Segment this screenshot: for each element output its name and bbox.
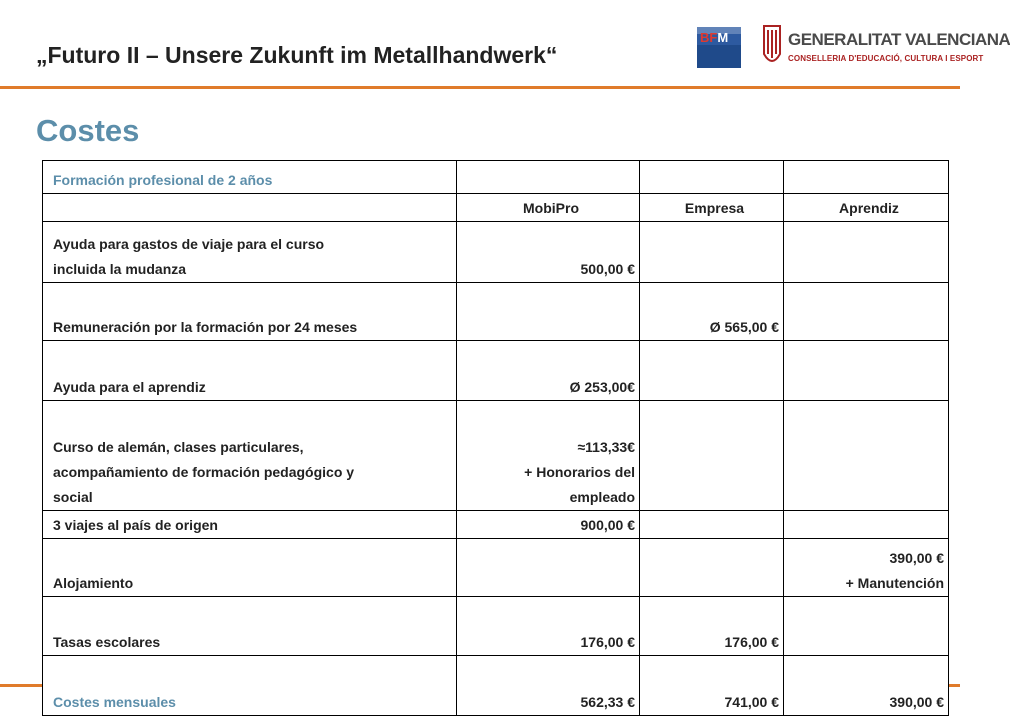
cell-mobipro [457, 222, 640, 283]
cell-mobipro [457, 511, 640, 539]
cell-empresa [640, 597, 784, 656]
generalitat-valenciana-logo [760, 24, 1010, 72]
page-title: Costes [36, 113, 140, 148]
cell-aprendiz [784, 401, 949, 511]
cell-value: 562,33 € [580, 694, 635, 710]
cell-value: 176,00 € [580, 634, 635, 650]
table-row [43, 539, 949, 597]
cell-aprendiz [784, 656, 949, 716]
cell-mobipro [457, 539, 640, 597]
cell-empresa [640, 341, 784, 401]
table-row [43, 656, 949, 716]
row-label [43, 283, 457, 341]
cell-value: 176,00 € [724, 634, 779, 650]
table-row [43, 511, 949, 539]
cell-value: Ø 565,00 € [709, 319, 779, 335]
cell-value: 390,00 € [889, 550, 944, 566]
cell-empresa [640, 222, 784, 283]
cell-empresa [640, 511, 784, 539]
cell-value: 741,00 € [724, 694, 779, 710]
column-header: Empresa [640, 194, 784, 222]
row-label-line: incluida la mudanza [53, 261, 187, 277]
cell-value: + Manutención [845, 575, 944, 591]
table-row [43, 341, 949, 401]
cell-aprendiz [784, 341, 949, 401]
bfm-logo [697, 27, 741, 68]
empty-cell [43, 194, 457, 222]
cell-value: empleado [569, 489, 635, 505]
row-label-line: social [53, 489, 93, 505]
table-row [43, 597, 949, 656]
row-label [43, 341, 457, 401]
table-header-row [43, 194, 949, 222]
empty-cell [457, 161, 640, 194]
cell-aprendiz [784, 539, 949, 597]
row-label-line: acompañamiento de formación pedagógico y [53, 464, 355, 480]
row-label-line: 3 viajes al país de origen [53, 517, 218, 533]
row-label-line: Tasas escolares [53, 634, 161, 650]
empty-cell [640, 161, 784, 194]
row-label-line: Costes mensuales [53, 694, 176, 710]
cell-empresa [640, 539, 784, 597]
costs-table [42, 160, 949, 716]
cell-value: Ø 253,00€ [569, 379, 635, 395]
row-label [43, 401, 457, 511]
table-caption: Formación profesional de 2 años [43, 161, 457, 194]
cell-aprendiz [784, 283, 949, 341]
cell-empresa [640, 401, 784, 511]
cell-aprendiz [784, 511, 949, 539]
cell-aprendiz [784, 222, 949, 283]
table-row [43, 222, 949, 283]
cell-empresa [640, 656, 784, 716]
logo-name: GENERALITAT VALENCIANA [788, 30, 1010, 49]
table-row [43, 283, 949, 341]
row-label-line: Alojamiento [53, 575, 134, 591]
row-label [43, 656, 457, 716]
row-label-line: Ayuda para el aprendiz [53, 379, 206, 395]
table-caption-row [43, 161, 949, 194]
table-row [43, 401, 949, 511]
header-divider [0, 86, 960, 89]
row-label-line: Curso de alemán, clases particulares, [53, 439, 304, 455]
cell-mobipro [457, 656, 640, 716]
cell-value: 390,00 € [889, 694, 944, 710]
coat-of-arms-icon [760, 24, 784, 70]
cell-value: 900,00 € [580, 517, 635, 533]
cell-mobipro [457, 401, 640, 511]
empty-cell [784, 161, 949, 194]
svg-text:BFM: BFM [700, 30, 729, 45]
column-header: Aprendiz [784, 194, 949, 222]
cell-mobipro [457, 597, 640, 656]
cell-value: ≈113,33€ [577, 439, 635, 455]
presentation-title: „Futuro II – Unsere Zukunft im Metallhandwerk“ [36, 42, 558, 68]
logo-subtitle: CONSELLERIA D'EDUCACIÓ, CULTURA I ESPORT [788, 54, 984, 63]
row-label [43, 597, 457, 656]
column-header: MobiPro [457, 194, 640, 222]
row-label-line: Remuneración por la formación por 24 meses [53, 319, 358, 335]
cell-aprendiz [784, 597, 949, 656]
row-label [43, 539, 457, 597]
cell-mobipro [457, 341, 640, 401]
row-label [43, 222, 457, 283]
row-label [43, 511, 457, 539]
cell-value: 500,00 € [580, 261, 635, 277]
row-label-line: Ayuda para gastos de viaje para el curso [53, 236, 325, 252]
cell-value: + Honorarios del [524, 464, 635, 480]
cell-mobipro [457, 283, 640, 341]
cell-empresa [640, 283, 784, 341]
